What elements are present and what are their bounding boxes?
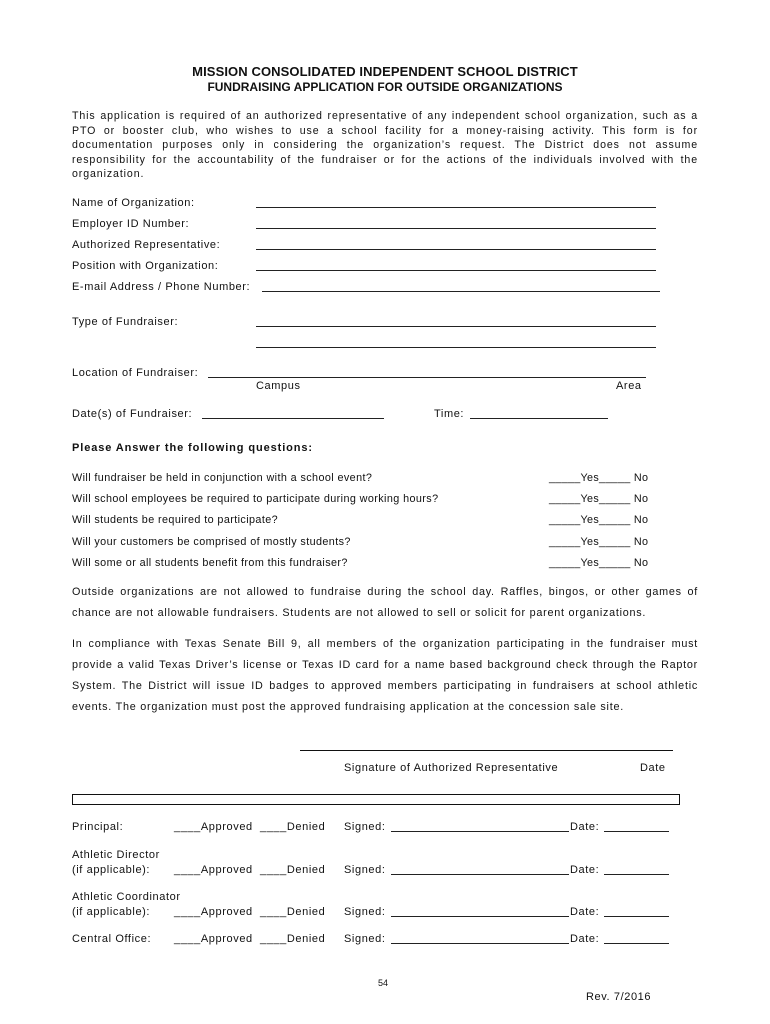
employer-id-label: Employer ID Number: <box>72 218 190 230</box>
authorized-rep-label: Authorized Representative: <box>72 239 221 251</box>
divider-box <box>72 794 680 805</box>
campus-label: Campus <box>256 380 301 392</box>
authorized-rep-field[interactable] <box>256 249 656 250</box>
answer-2[interactable]: _____Yes_____ No <box>549 493 649 505</box>
email-phone-label: E-mail Address / Phone Number: <box>72 281 251 293</box>
signature-date-label: Date <box>640 762 666 774</box>
approver-central-office: Central Office: <box>72 933 152 945</box>
name-of-organization-field[interactable] <box>256 207 656 208</box>
approver-athletic-coordinator: Athletic Coordinator <box>72 891 181 903</box>
date-label-athletic-coordinator: Date: <box>570 906 600 918</box>
position-field[interactable] <box>256 270 656 271</box>
signed-field-athletic-coordinator[interactable] <box>391 916 569 917</box>
answer-3[interactable]: _____Yes_____ No <box>549 514 649 526</box>
date-field-principal[interactable] <box>604 831 669 832</box>
type-of-fundraiser-label: Type of Fundraiser: <box>72 316 179 328</box>
signed-label-athletic-director: Signed: <box>344 864 386 876</box>
time-label: Time: <box>434 408 465 420</box>
name-of-organization-label: Name of Organization: <box>72 197 195 209</box>
compliance-paragraph: In compliance with Texas Senate Bill 9, all members of the organization participating in the fundraiser must provide a valid Texas Driver’s license or Texas ID card for a name based background check through the Raptor System. The District will issue ID badges to approved members participating in fundraisers at school athletic events. The organization must post the approved fundraising application at the concession sale site. <box>72 638 698 713</box>
date-field-athletic-director[interactable] <box>604 874 669 875</box>
approver-athletic-director: Athletic Director <box>72 849 160 861</box>
signed-label-central-office: Signed: <box>344 933 386 945</box>
signed-field-central-office[interactable] <box>391 943 569 944</box>
question-3: Will students be required to participate? <box>72 514 279 526</box>
approved-option-athletic-director[interactable]: ____Approved <box>174 864 253 876</box>
question-1: Will fundraiser be held in conjunction with a school event? <box>72 472 373 484</box>
question-5: Will some or all students benefit from this fundraiser? <box>72 557 348 569</box>
approver-athletic-director-note: (if applicable): <box>72 864 151 876</box>
approver-athletic-coordinator-note: (if applicable): <box>72 906 151 918</box>
signature-line[interactable] <box>300 750 673 751</box>
question-2: Will school employees be required to participate during working hours? <box>72 493 439 505</box>
area-label: Area <box>616 380 642 392</box>
denied-option-principal[interactable]: ____Denied <box>260 821 326 833</box>
signed-field-principal[interactable] <box>391 831 569 832</box>
position-label: Position with Organization: <box>72 260 219 272</box>
questions-heading: Please Answer the following questions: <box>72 442 313 454</box>
signed-label-athletic-coordinator: Signed: <box>344 906 386 918</box>
date-label-athletic-director: Date: <box>570 864 600 876</box>
date-label-central-office: Date: <box>570 933 600 945</box>
employer-id-field[interactable] <box>256 228 656 229</box>
date-label-principal: Date: <box>570 821 600 833</box>
intro-paragraph: This application is required of an authorized representative of any independent school organization, such as a PTO or booster club, who wishes to use a school facility for a money-raising activity. This form is for documentation purposes only in considering the organization’s request. The District does not assume responsibility for the accountability of the fundraiser or for the actions of the individuals involved with the organization. <box>72 110 698 181</box>
denied-option-athletic-coordinator[interactable]: ____Denied <box>260 906 326 918</box>
approved-option-central-office[interactable]: ____Approved <box>174 933 253 945</box>
type-of-fundraiser-field-2[interactable] <box>256 347 656 348</box>
signed-label-principal: Signed: <box>344 821 386 833</box>
page-number: 54 <box>378 978 389 988</box>
time-field[interactable] <box>470 418 608 419</box>
location-field[interactable] <box>208 377 646 378</box>
date-field-central-office[interactable] <box>604 943 669 944</box>
form-title: FUNDRAISING APPLICATION FOR OUTSIDE ORGANIZATIONS <box>207 80 563 94</box>
denied-option-athletic-director[interactable]: ____Denied <box>260 864 326 876</box>
date-field-athletic-coordinator[interactable] <box>604 916 669 917</box>
dates-field[interactable] <box>202 418 384 419</box>
answer-1[interactable]: _____Yes_____ No <box>549 472 649 484</box>
question-4: Will your customers be comprised of mostly students? <box>72 536 351 548</box>
approved-option-principal[interactable]: ____Approved <box>174 821 253 833</box>
district-title: MISSION CONSOLIDATED INDEPENDENT SCHOOL DISTRICT <box>192 64 578 79</box>
approver-principal: Principal: <box>72 821 124 833</box>
answer-4[interactable]: _____Yes_____ No <box>549 536 649 548</box>
email-phone-field[interactable] <box>262 291 660 292</box>
answer-5[interactable]: _____Yes_____ No <box>549 557 649 569</box>
type-of-fundraiser-field-1[interactable] <box>256 326 656 327</box>
signed-field-athletic-director[interactable] <box>391 874 569 875</box>
denied-option-central-office[interactable]: ____Denied <box>260 933 326 945</box>
approved-option-athletic-coordinator[interactable]: ____Approved <box>174 906 253 918</box>
outside-organizations-paragraph: Outside organizations are not allowed to fundraise during the school day. Raffles, bingos, or other games of chance are not allowable fundraisers. Students are not allowed to sell or solicit for parent organizations. <box>72 586 698 619</box>
location-label: Location of Fundraiser: <box>72 367 199 379</box>
dates-label: Date(s) of Fundraiser: <box>72 408 193 420</box>
signature-label: Signature of Authorized Representative <box>344 762 559 774</box>
revision-label: Rev. 7/2016 <box>586 991 652 1003</box>
